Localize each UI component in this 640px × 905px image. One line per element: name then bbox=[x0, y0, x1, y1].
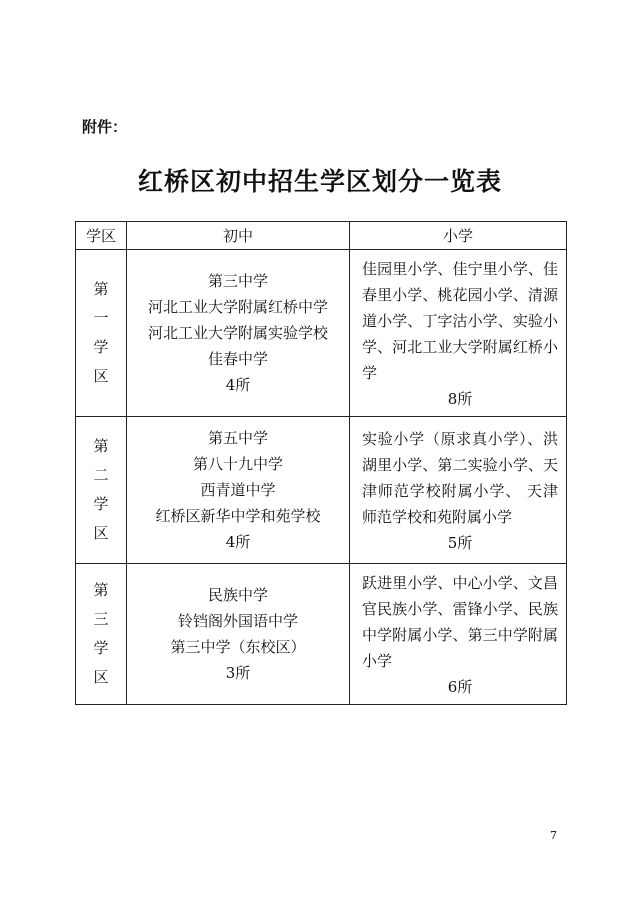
district-char: 第 bbox=[93, 437, 109, 455]
table-row bbox=[76, 250, 567, 417]
primary-school-cell bbox=[350, 564, 567, 705]
school-district-table bbox=[75, 221, 567, 705]
middle-school-name: 第五中学 bbox=[207, 429, 268, 447]
middle-school-cell bbox=[127, 250, 350, 417]
table-row bbox=[76, 417, 567, 564]
middle-school-cell bbox=[127, 564, 350, 705]
district-char: 学 bbox=[93, 495, 109, 513]
district-char: 一 bbox=[93, 309, 109, 327]
header-middle-school: 初中 bbox=[127, 222, 350, 250]
district-char: 三 bbox=[93, 610, 109, 628]
district-char: 学 bbox=[93, 639, 109, 657]
middle-school-name: 铃铛阁外国语中学 bbox=[177, 612, 298, 630]
page-title: 红桥区初中招生学区划分一览表 bbox=[137, 167, 502, 196]
district-char: 区 bbox=[93, 668, 109, 686]
primary-school-list: 佳园里小学、佳宁里小学、佳春里小学、桃花园小学、清源道小学、丁字沽小学、实验小学、河北工业大学附属红桥小学 bbox=[362, 260, 558, 382]
middle-school-count: 4所 bbox=[225, 376, 251, 394]
header-district: 学区 bbox=[76, 222, 127, 250]
district-char: 区 bbox=[93, 524, 109, 542]
primary-school-list: 跃进里小学、中心小学、文昌官民族小学、雷锋小学、民族中学附属小学、第三中学附属小学 bbox=[362, 574, 558, 670]
table-row bbox=[76, 564, 567, 705]
middle-school-name: 红桥区新华中学和苑学校 bbox=[155, 507, 321, 525]
header-primary-school: 小学 bbox=[350, 222, 567, 250]
primary-school-count: 5所 bbox=[447, 534, 473, 552]
district-char: 学 bbox=[93, 338, 109, 356]
district-cell bbox=[76, 564, 127, 705]
middle-school-name: 西青道中学 bbox=[200, 481, 276, 499]
middle-school-name: 民族中学 bbox=[207, 586, 268, 604]
page-number: 7 bbox=[550, 829, 557, 842]
district-char: 二 bbox=[93, 466, 109, 484]
primary-school-cell bbox=[350, 417, 567, 564]
middle-school-name: 河北工业大学附属红桥中学 bbox=[147, 298, 328, 316]
district-char: 第 bbox=[93, 280, 109, 298]
middle-school-count: 4所 bbox=[225, 533, 251, 551]
district-cell bbox=[76, 417, 127, 564]
district-cell bbox=[76, 250, 127, 417]
middle-school-name: 第三中学 bbox=[207, 272, 268, 290]
primary-school-count: 6所 bbox=[447, 678, 473, 696]
middle-school-name: 第八十九中学 bbox=[192, 455, 283, 473]
attachment-label: 附件： bbox=[82, 118, 128, 136]
middle-school-name: 佳春中学 bbox=[207, 350, 268, 368]
district-char: 第 bbox=[93, 581, 109, 599]
middle-school-cell bbox=[127, 417, 350, 564]
middle-school-name: 河北工业大学附属实验学校 bbox=[147, 324, 328, 342]
table-header-row bbox=[76, 222, 567, 250]
middle-school-count: 3所 bbox=[225, 664, 251, 682]
primary-school-count: 8所 bbox=[447, 390, 473, 408]
middle-school-name: 第三中学（东校区） bbox=[170, 638, 306, 656]
primary-school-cell bbox=[350, 250, 567, 417]
primary-school-list: 实验小学（原求真小学）、洪湖里小学、第二实验小学、天津师范学校附属小学、 天津师范学校和苑附属小学 bbox=[362, 430, 558, 526]
district-char: 区 bbox=[93, 367, 109, 385]
